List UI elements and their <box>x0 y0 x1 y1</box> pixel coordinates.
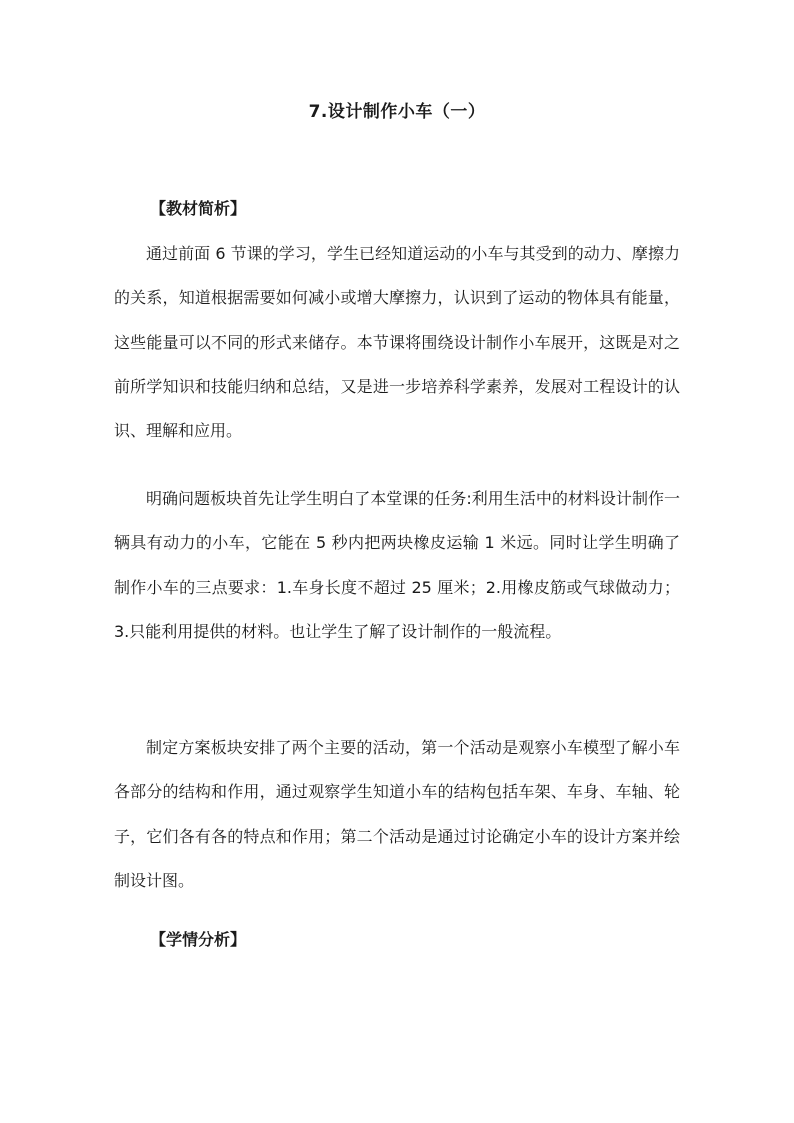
section-heading-learner-analysis: 【学情分析】 <box>150 930 247 949</box>
paragraph-define-problem: 明确问题板块首先让学生明白了本堂课的任务:利用生活中的材料设计制作一辆具有动力的小车，它能在 5 秒内把两块橡皮运输 1 米远。同时让学生明确了制作小车的三点要求：1.车身长度不超过 25 厘米；2.用橡皮筋或气球做动力；3.只能利用提供的材料。也让学生了解了设计制作的一般流程。 <box>114 489 680 641</box>
document-title: 7.设计制作小车（一） <box>308 102 486 122</box>
section-heading-textbook-analysis: 【教材简析】 <box>150 199 247 218</box>
paragraph-plan-solution: 制定方案板块安排了两个主要的活动，第一个活动是观察小车模型了解小车各部分的结构和作用，通过观察学生知道小车的结构包括车架、车身、车轴、轮子，它们各有各的特点和作用；第二个活动是通过讨论确定小车的设计方案并绘制设计图。 <box>114 738 680 890</box>
paragraph-overview: 通过前面 6 节课的学习，学生已经知道运动的小车与其受到的动力、摩擦力的关系，知道根据需要如何减小或增大摩擦力，认识到了运动的物体具有能量，这些能量可以不同的形式来储存。本节课将围绕设计制作小车展开，这既是对之前所学知识和技能归纳和总结，又是进一步培养科学素养，发展对工程设计的认识、理解和应用。 <box>114 244 680 441</box>
